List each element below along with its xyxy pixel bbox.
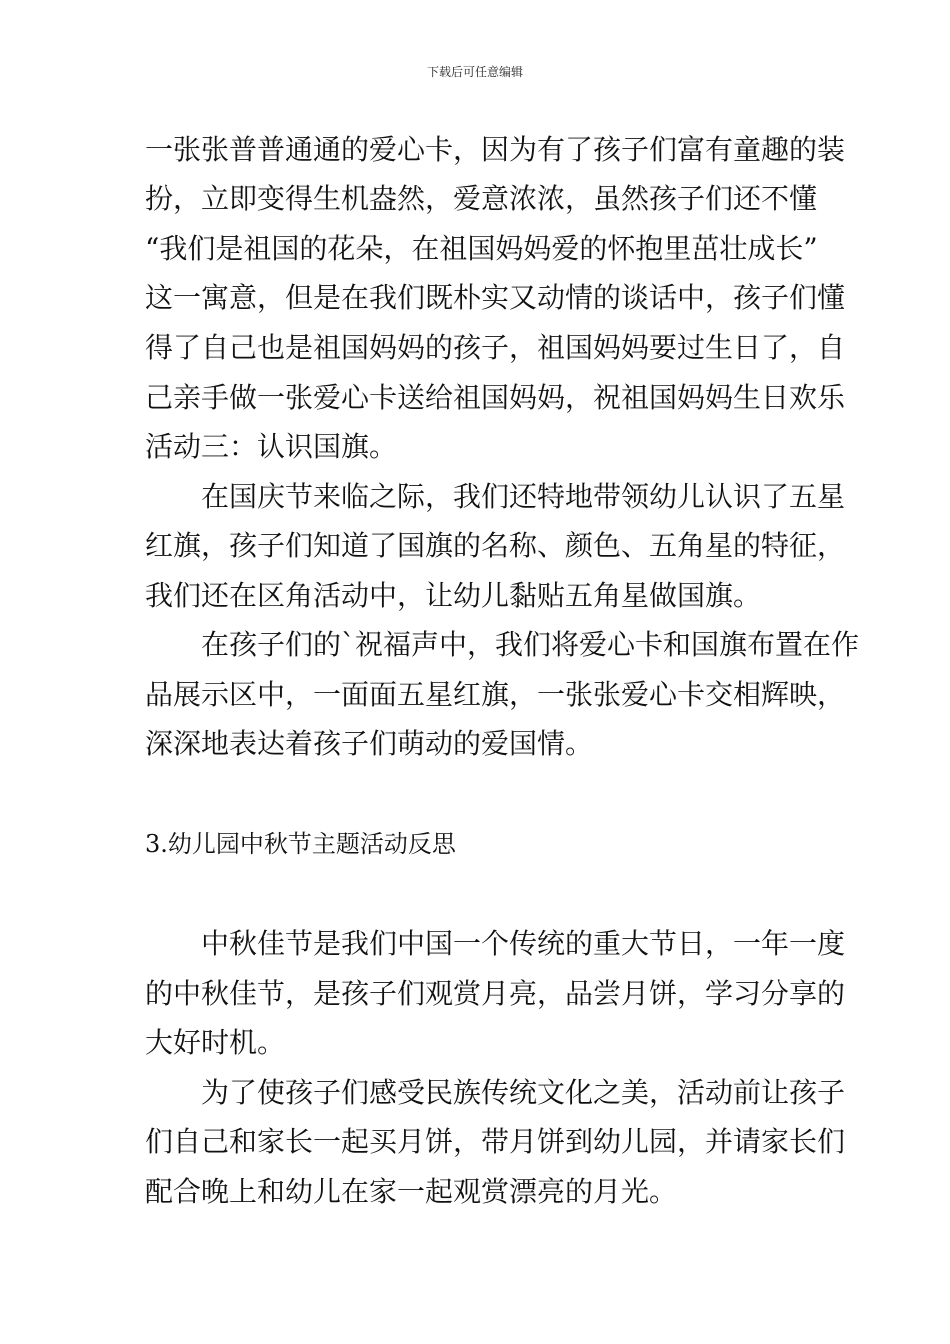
paragraph-line: 深深地表达着孩子们萌动的爱国情。 (145, 727, 594, 760)
paragraph-line: “我们是祖国的花朵，在祖国妈妈爱的怀抱里茁壮成长” (145, 232, 818, 265)
paragraph-line: 红旗，孩子们知道了国旗的名称、颜色、五角星的特征， (145, 529, 846, 562)
paragraph-line: 的中秋佳节，是孩子们观赏月亮，品尝月饼，学习分享的 (145, 977, 846, 1010)
paragraph-line: 己亲手做一张爱心卡送给祖国妈妈，祝祖国妈妈生日欢乐 (145, 381, 846, 414)
paragraph-line: 在孩子们的`祝福声中，我们将爱心卡和国旗布置在作 (201, 628, 860, 661)
paragraph-line: 为了使孩子们感受民族传统文化之美，活动前让孩子 (201, 1076, 846, 1109)
paragraph-line: 品展示区中，一面面五星红旗，一张张爱心卡交相辉映， (145, 678, 846, 711)
paragraph-line: 这一寓意，但是在我们既朴实又动情的谈话中，孩子们懂 (145, 281, 846, 314)
paragraph-line: 们自己和家长一起买月饼，带月饼到幼儿园，并请家长们 (145, 1125, 846, 1158)
paragraph-line: 得了自己也是祖国妈妈的孩子，祖国妈妈要过生日了，自 (145, 331, 846, 364)
paragraph-line: 中秋佳节是我们中国一个传统的重大节日，一年一度 (201, 927, 846, 960)
paragraph-line: 大好时机。 (145, 1026, 286, 1059)
page-header: 下载后可任意编辑 (426, 65, 523, 79)
paragraph-line: 活动三：认识国旗。 (145, 430, 398, 463)
paragraph-line: 扮，立即变得生机盎然，爱意浓浓，虽然孩子们还不懂 (145, 182, 818, 215)
paragraph-line: 在国庆节来临之际，我们还特地带领幼儿认识了五星 (201, 480, 846, 513)
paragraph-line: 我们还在区角活动中，让幼儿黏贴五角星做国旗。 (145, 579, 762, 612)
paragraph-line: 配合晚上和幼儿在家一起观赏漂亮的月光。 (145, 1175, 678, 1208)
paragraph-line: 一张张普普通通的爱心卡，因为有了孩子们富有童趣的装 (145, 133, 846, 166)
section-heading: 3.幼儿园中秋节主题活动反思 (145, 830, 456, 858)
